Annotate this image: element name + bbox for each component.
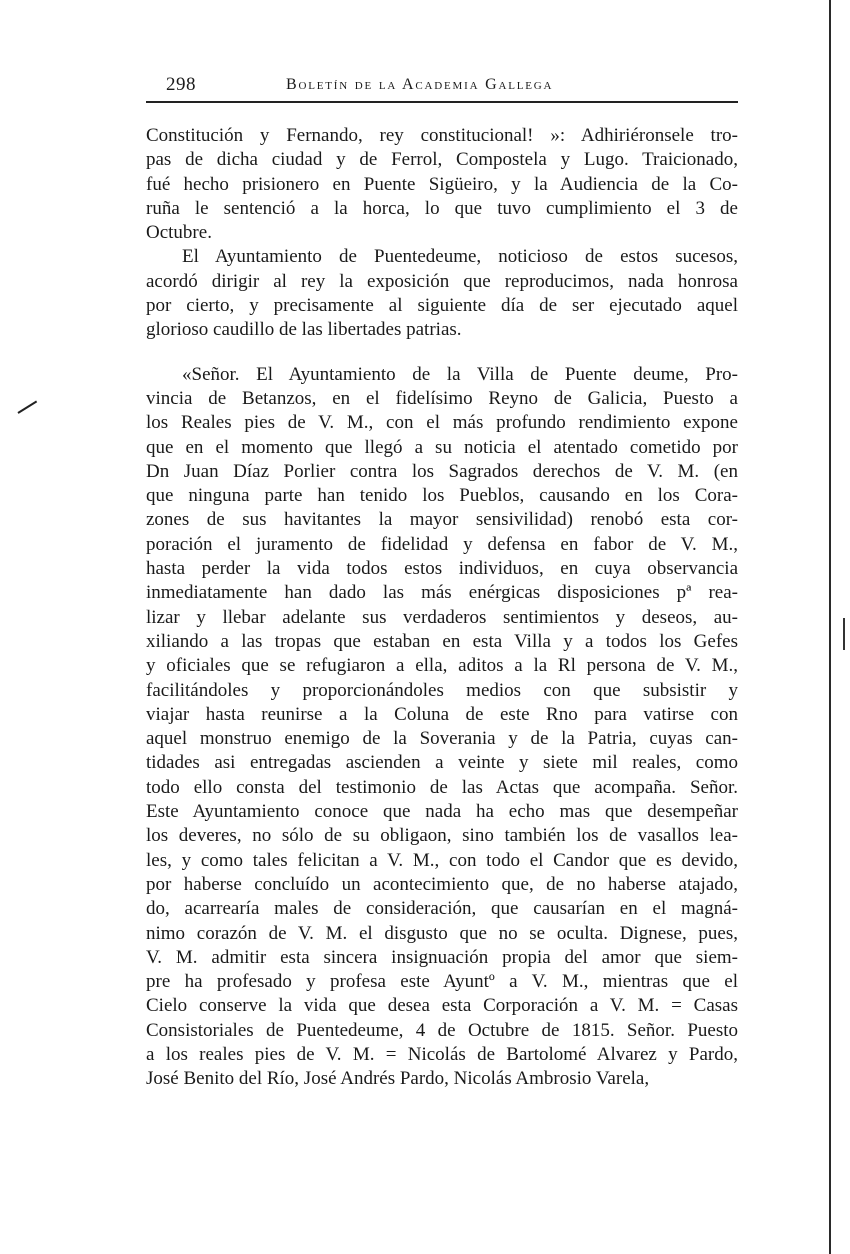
page-number: 298 <box>166 74 196 95</box>
text-line: y oficiales que se refugiaron a ella, aditos a la Rl persona de V. M., <box>146 655 738 677</box>
text-line: «Señor. El Ayuntamiento de la Villa de Puente deume, Pro- <box>182 363 738 385</box>
text-line: les, y como tales felicitan a V. M., con todo el Candor que es devido, <box>146 849 738 871</box>
paragraph-gap <box>146 343 738 363</box>
text-line: Consistoriales de Puentedeume, 4 de Octubre de 1815. Señor. Puesto <box>146 1019 738 1041</box>
text-line: Cielo conserve la vida que desea esta Corporación a V. M. = Casas <box>146 995 738 1017</box>
text-line: lizar y llebar adelante sus verdaderos sentimientos y deseos, au- <box>146 606 738 628</box>
text-line: José Benito del Río, José Andrés Pardo, Nicolás Ambrosio Varela, <box>146 1068 650 1090</box>
text-line: tidades asi entregadas ascienden a veinte y siete mil reales, como <box>146 752 738 774</box>
text-line: Este Ayuntamiento conoce que nada ha echo mas que desempeñar <box>146 801 738 823</box>
text-line: Octubre. <box>146 222 212 244</box>
text-line: aquel monstruo enemigo de la Soverania y de la Patria, cuyas can- <box>146 728 738 750</box>
paragraph <box>146 245 738 342</box>
text-line: todo ello consta del testimonio de las Actas que acompaña. Señor. <box>146 776 738 798</box>
text-line: que en el momento que llegó a su noticia el atentado cometido por <box>146 436 738 458</box>
text-line: poración el juramento de fidelidad y defensa en fabor de V. M., <box>146 533 738 555</box>
text-line: facilitándoles y proporcionándoles medios con que subsistir y <box>146 679 738 701</box>
text-line: Constitución y Fernando, rey constitucional! »: Adhiriéronsele tro- <box>146 125 738 146</box>
text-line: los deveres, no sólo de su obligaon, sino también los de vasallos lea- <box>146 825 738 847</box>
text-line: viajar hasta reunirse a la Coluna de este Rno para vatirse con <box>146 703 738 725</box>
text-line: xiliando a las tropas que estaban en esta Villa y a todos los Gefes <box>146 630 738 652</box>
text-line: nimo corazón de V. M. el disgusto que no se oculta. Dignese, pues, <box>146 922 738 944</box>
text-line: ruña le sentenció a la horca, lo que tuvo cumplimiento el 3 de <box>146 197 738 219</box>
paragraph <box>146 363 738 1092</box>
running-title: Boletín de la Academia Gallega <box>286 76 554 93</box>
paragraph <box>146 124 738 245</box>
text-line: inmediatamente han dado las más enérgicas disposiciones pª rea- <box>146 582 738 604</box>
scan-edge-line <box>829 0 831 1254</box>
text-line: zones de sus havitantes la mayor sensivilidad) renobó esta cor- <box>146 509 738 531</box>
text-line: que ninguna parte han tenido los Pueblos, causando en los Cora- <box>146 485 738 507</box>
scan-edge-mark <box>843 618 845 650</box>
text-line: fué hecho prisionero en Puente Sigüeiro, y la Audiencia de la Co- <box>146 173 738 195</box>
text-line: por haberse concluído un acontecimiento que, de no haberse atajado, <box>146 873 738 895</box>
text-line: glorioso caudillo de las libertades patrias. <box>146 319 462 341</box>
text-line: El Ayuntamiento de Puentedeume, noticioso de estos sucesos, <box>182 246 738 268</box>
text-line: hasta perder la vida todos estos individuos, en cuya observancia <box>146 558 738 580</box>
text-line: por cierto, y precisamente al siguiente día de ser ejecutado aquel <box>146 295 738 317</box>
text-line: do, acarrearía males de consideración, que causarían en el magná- <box>146 898 738 920</box>
text-line: Dn Juan Díaz Porlier contra los Sagrados derechos de V. M. (en <box>146 460 738 482</box>
margin-pen-mark <box>17 400 37 413</box>
text-line: pre ha profesado y profesa este Ayuntº a V. M., mientras que el <box>146 971 738 993</box>
text-line: acordó dirigir al rey la exposición que reproducimos, nada honrosa <box>146 270 738 292</box>
text-line: pas de dicha ciudad y de Ferrol, Compostela y Lugo. Traicionado, <box>146 149 738 171</box>
body-text <box>146 124 738 1092</box>
text-line: a los reales pies de V. M. = Nicolás de Bartolomé Alvarez y Pardo, <box>146 1043 738 1065</box>
text-line: vincia de Betanzos, en el fidelísimo Reyno de Galicia, Puesto a <box>146 387 738 409</box>
text-line: los Reales pies de V. M., con el más profundo rendimiento expone <box>146 412 738 434</box>
header-rule <box>146 101 738 103</box>
text-line: V. M. admitir esta sincera insignuación propia del amor que siem- <box>146 946 738 968</box>
page-header <box>146 72 738 98</box>
